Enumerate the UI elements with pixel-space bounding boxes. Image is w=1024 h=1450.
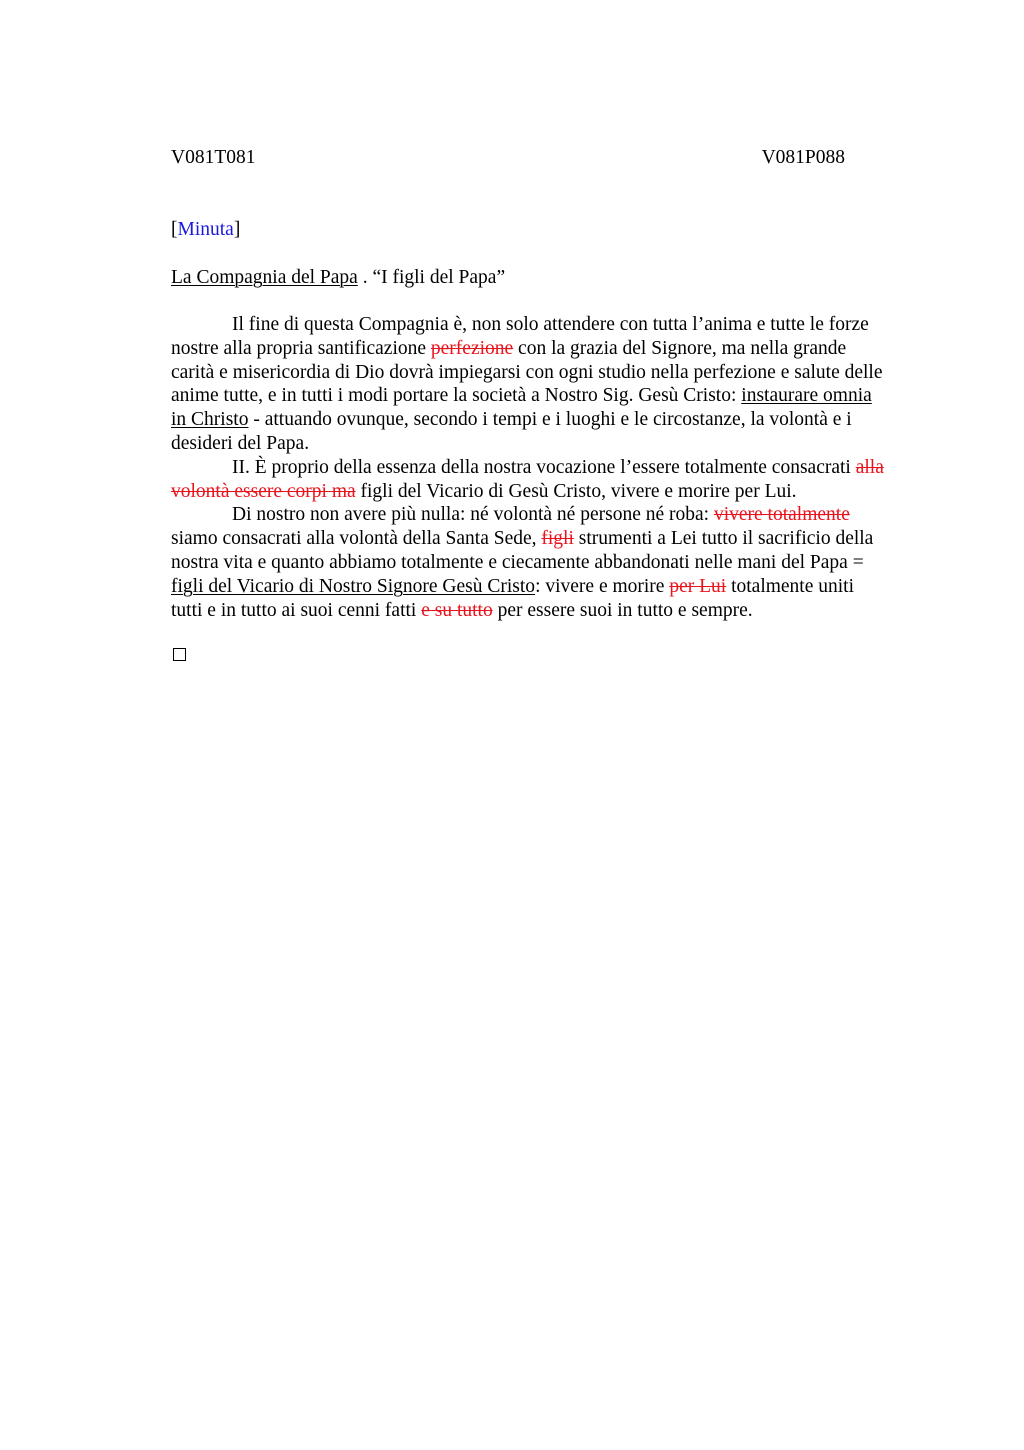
- document-code-left: V081T081: [171, 147, 256, 168]
- text-run: Di nostro non avere più nulla: né volontà né persone né roba:: [232, 504, 714, 526]
- deleted-text: perfezione: [430, 337, 514, 359]
- text-run: Il fine di questa Compagnia è, non solo attendere con tutta l’anima e tutte le forze: [232, 314, 869, 335]
- text-run: nostra vita e quanto abbiamo totalmente e ciecamente abbandonati nelle mani del Papa =: [171, 551, 864, 573]
- title-underlined: La Compagnia del Papa: [171, 267, 358, 288]
- deleted-text: figli: [541, 528, 574, 550]
- deleted-text: volontà essere corpi ma: [171, 480, 356, 502]
- body-line-13: [171, 599, 927, 623]
- document-title: [171, 266, 505, 290]
- document-body: [171, 313, 927, 622]
- tag-close-bracket: ]: [233, 219, 241, 240]
- text-run: II. È proprio della essenza della nostra vocazione l’essere totalmente consacrati: [232, 456, 856, 478]
- underlined-text: in Christo: [171, 409, 249, 431]
- body-line-4: [171, 384, 927, 408]
- text-run: - attuando ovunque, secondo i tempi e i luoghi e le circostanze, la volontà e i: [248, 409, 852, 431]
- body-line-10: [171, 527, 927, 551]
- text-run: anime tutte, e in tutti i modi portare la società a Nostro Sig. Gesù Cristo:: [171, 385, 742, 407]
- text-run: tutti e in tutto ai suoi cenni fatti: [171, 599, 422, 621]
- tag-open-bracket: [: [171, 219, 178, 240]
- deleted-text: per Lui: [669, 575, 727, 597]
- deleted-text: e su tutto: [421, 599, 493, 621]
- underlined-text: instaurare omnia: [741, 385, 872, 407]
- text-run: con la grazia del Signore, ma nella grande: [513, 337, 847, 359]
- body-line-1: [171, 313, 927, 337]
- document-type-tag: [171, 218, 240, 242]
- tag-label: Minuta: [177, 219, 234, 240]
- text-run: totalmente uniti: [726, 575, 855, 597]
- body-line-12: [171, 575, 927, 599]
- page-header: [171, 146, 845, 170]
- body-line-6: [171, 432, 927, 456]
- body-line-7: [171, 456, 927, 480]
- body-line-11: [171, 551, 927, 575]
- body-line-2: [171, 337, 927, 361]
- text-run: carità e misericordia di Dio dovrà impiegarsi con ogni studio nella perfezione e salute delle: [171, 361, 883, 383]
- text-run: desideri del Papa.: [171, 432, 310, 454]
- text-run: strumenti a Lei tutto il sacrificio della: [573, 528, 874, 550]
- title-rest: . “I figli del Papa”: [357, 267, 506, 288]
- text-run: per essere suoi in tutto e sempre.: [492, 599, 753, 621]
- body-line-3: [171, 361, 927, 385]
- document-code-right: V081P088: [761, 147, 845, 168]
- square-outline-icon: [173, 648, 186, 661]
- text-run: figli del Vicario di Gesù Cristo, vivere e morire per Lui.: [355, 480, 797, 502]
- deleted-text: vivere totalmente: [713, 504, 850, 526]
- deleted-text: alla: [855, 456, 884, 478]
- text-run: : vivere e morire: [535, 575, 670, 597]
- body-line-9: [171, 503, 927, 527]
- text-run: nostre alla propria santificazione: [171, 337, 431, 359]
- body-line-8: [171, 480, 927, 504]
- body-line-5: [171, 408, 927, 432]
- text-run: siamo consacrati alla volontà della Santa Sede,: [171, 528, 542, 550]
- document-page: [171, 0, 927, 1450]
- underlined-text: figli del Vicario di Nostro Signore Gesù Cristo: [171, 575, 536, 597]
